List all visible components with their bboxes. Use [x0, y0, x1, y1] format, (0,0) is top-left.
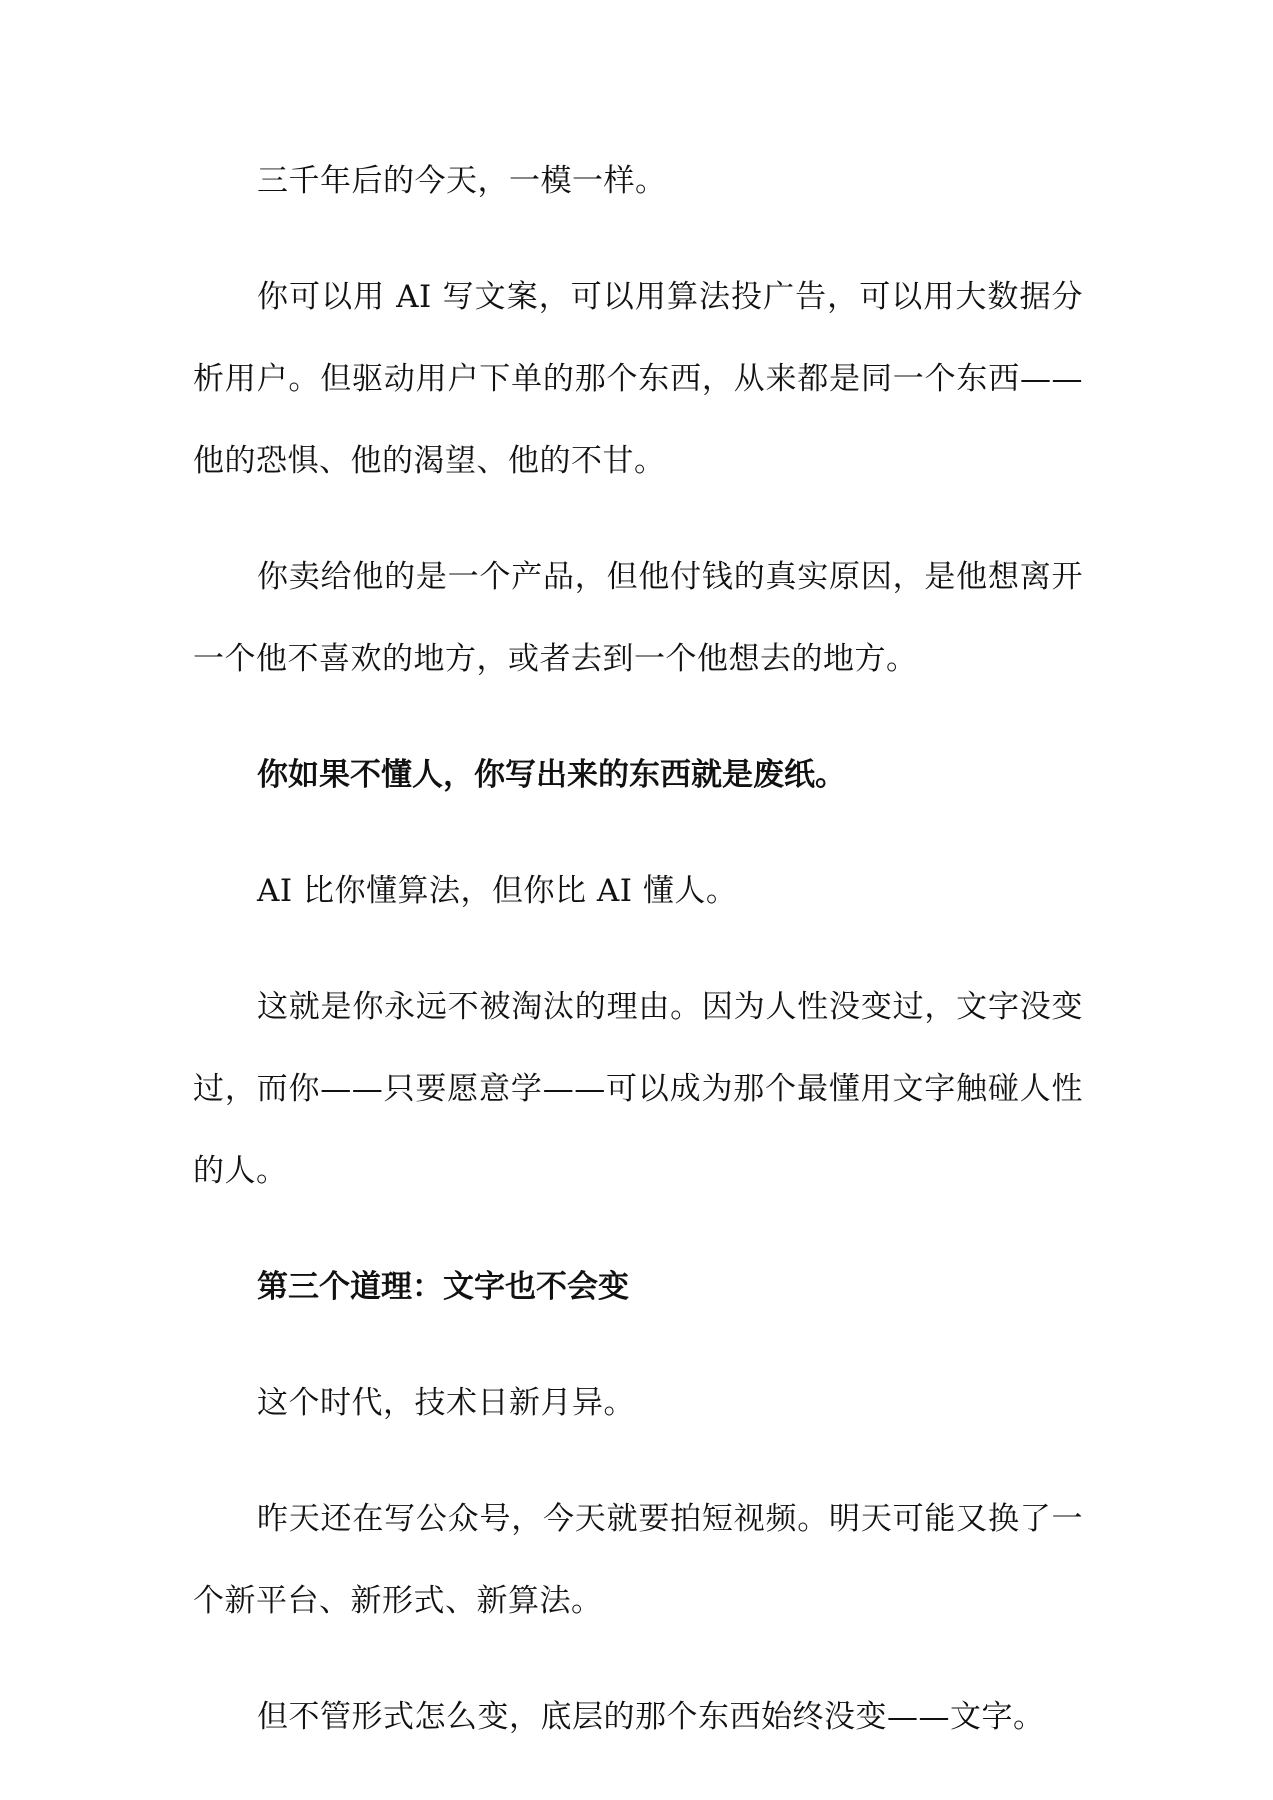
paragraph: 三千年后的今天，一模一样。 — [257, 163, 667, 199]
paragraph: 这就是你永远不被淘汰的理由。因为人性没变过，文字没变过，而你——只要愿意学——可以成为那个最懂用文字触碰人性的人。 — [193, 989, 1083, 1189]
bold-statement: 你如果不懂人，你写出来的东西就是废纸。 — [257, 757, 846, 793]
paragraph: 你卖给他的是一个产品，但他付钱的真实原因，是他想离开一个他不喜欢的地方，或者去到一个他想去的地方。 — [193, 559, 1083, 677]
paragraph: 这个时代，技术日新月异。 — [257, 1385, 635, 1421]
paragraph: AI 比你懂算法，但你比 AI 懂人。 — [257, 873, 738, 909]
paragraph: 但不管形式怎么变，底层的那个东西始终没变——文字。 — [257, 1699, 1045, 1735]
document-page — [193, 140, 1083, 1792]
section-heading: 第三个道理：文字也不会变 — [257, 1269, 629, 1305]
paragraph: 昨天还在写公众号，今天就要拍短视频。明天可能又换了一个新平台、新形式、新算法。 — [193, 1501, 1083, 1619]
paragraph: 你可以用 AI 写文案，可以用算法投广告，可以用大数据分析用户。但驱动用户下单的那个东西，从来都是同一个东西——他的恐惧、他的渴望、他的不甘。 — [193, 279, 1083, 479]
